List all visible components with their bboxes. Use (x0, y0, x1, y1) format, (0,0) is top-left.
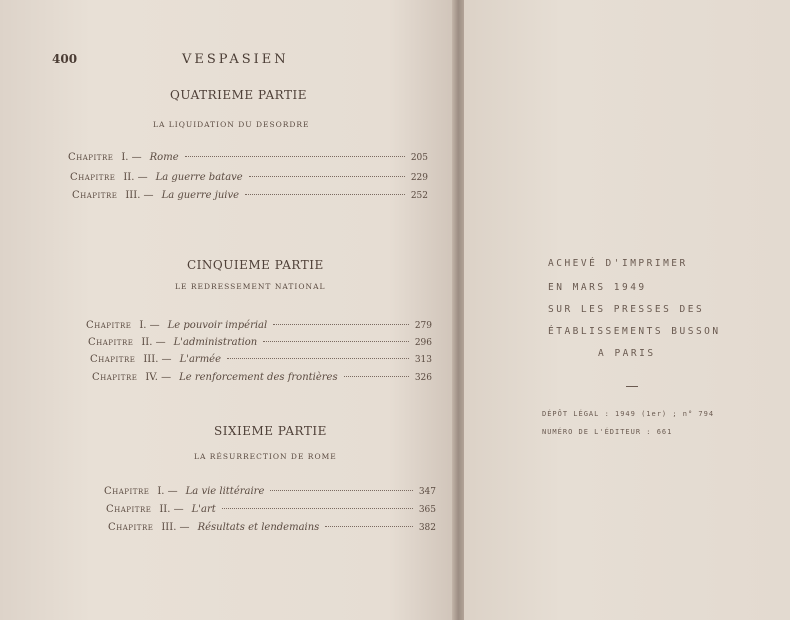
chapter-number: II. — (123, 172, 148, 183)
dot-leader (273, 324, 409, 325)
dot-leader (245, 194, 405, 195)
chapter-label: Chapitre (70, 172, 116, 183)
part-title: QUATRIEME PARTIE (170, 88, 307, 102)
chapter-title: Le pouvoir impérial (167, 320, 268, 331)
chapter-number: IV. — (145, 372, 172, 383)
chapter-title: La vie littéraire (185, 486, 265, 497)
part-title: CINQUIEME PARTIE (187, 258, 324, 272)
chapter-label: Chapitre (86, 320, 132, 331)
chapter-page: 205 (410, 153, 428, 163)
dot-leader (344, 376, 409, 377)
chapter-page: 382 (418, 523, 436, 533)
dot-leader (325, 526, 413, 527)
separator-dash (626, 386, 638, 387)
chapter-title: L'armée (179, 354, 222, 365)
chapter-label: Chapitre (90, 354, 136, 365)
dot-leader (249, 176, 405, 177)
chapter-label: Chapitre (106, 504, 152, 515)
chapter-number: III. — (143, 354, 172, 365)
colophon-line: A PARIS (598, 348, 656, 359)
chapter-label: Chapitre (92, 372, 138, 383)
publisher-number: NUMÉRO DE L'ÉDITEUR : 661 (542, 428, 673, 436)
toc-row (70, 172, 428, 183)
chapter-number: I. — (139, 320, 160, 331)
toc-row (68, 152, 428, 163)
chapter-number: III. — (125, 190, 154, 201)
chapter-label: Chapitre (104, 486, 150, 497)
chapter-page: 296 (414, 338, 432, 348)
chapter-page: 347 (418, 487, 436, 497)
chapter-title: Le renforcement des frontières (179, 372, 338, 383)
chapter-page: 229 (410, 173, 428, 183)
chapter-title: L'art (191, 504, 216, 515)
toc-row (88, 337, 432, 348)
dot-leader (185, 156, 405, 157)
part-subtitle: LE REDRESSEMENT NATIONAL (175, 282, 326, 291)
toc-row (92, 372, 432, 383)
chapter-page: 365 (418, 505, 436, 515)
chapter-title: La guerre juive (161, 190, 240, 201)
chapter-title: La guerre batave (155, 172, 243, 183)
toc-row (72, 190, 428, 201)
chapter-title: Rome (149, 152, 179, 163)
dot-leader (227, 358, 409, 359)
toc-row (108, 522, 436, 533)
colophon-line: SUR LES PRESSES DES (548, 304, 705, 315)
colophon-line: EN MARS 1949 (548, 282, 647, 293)
dot-leader (270, 490, 412, 491)
toc-row (106, 504, 436, 515)
chapter-page: 252 (410, 191, 428, 201)
legal-deposit: DÉPÔT LÉGAL : 1949 (1er) ; n° 794 (542, 410, 715, 418)
toc-row (90, 354, 432, 365)
colophon-line: ÉTABLISSEMENTS BUSSON (548, 326, 721, 337)
chapter-number: I. — (157, 486, 178, 497)
chapter-title: Résultats et lendemains (197, 522, 320, 533)
chapter-number: II. — (159, 504, 184, 515)
chapter-title: L'administration (173, 337, 258, 348)
running-head: VESPASIEN (182, 52, 289, 67)
page-number: 400 (52, 52, 78, 66)
part-title: SIXIEME PARTIE (214, 424, 327, 438)
chapter-label: Chapitre (108, 522, 154, 533)
chapter-label: Chapitre (68, 152, 114, 163)
colophon-line: ACHEVÉ D'IMPRIMER (548, 258, 688, 269)
chapter-number: II. — (141, 337, 166, 348)
chapter-label: Chapitre (88, 337, 134, 348)
toc-row (104, 486, 436, 497)
dot-leader (222, 508, 413, 509)
part-subtitle: LA RÉSURRECTION DE ROME (194, 452, 337, 461)
chapter-page: 313 (414, 355, 432, 365)
toc-row (86, 320, 432, 331)
chapter-number: I. — (121, 152, 142, 163)
chapter-label: Chapitre (72, 190, 118, 201)
dot-leader (263, 341, 409, 342)
chapter-page: 279 (414, 321, 432, 331)
part-subtitle: LA LIQUIDATION DU DESORDRE (153, 120, 310, 129)
chapter-number: III. — (161, 522, 190, 533)
chapter-page: 326 (414, 373, 432, 383)
